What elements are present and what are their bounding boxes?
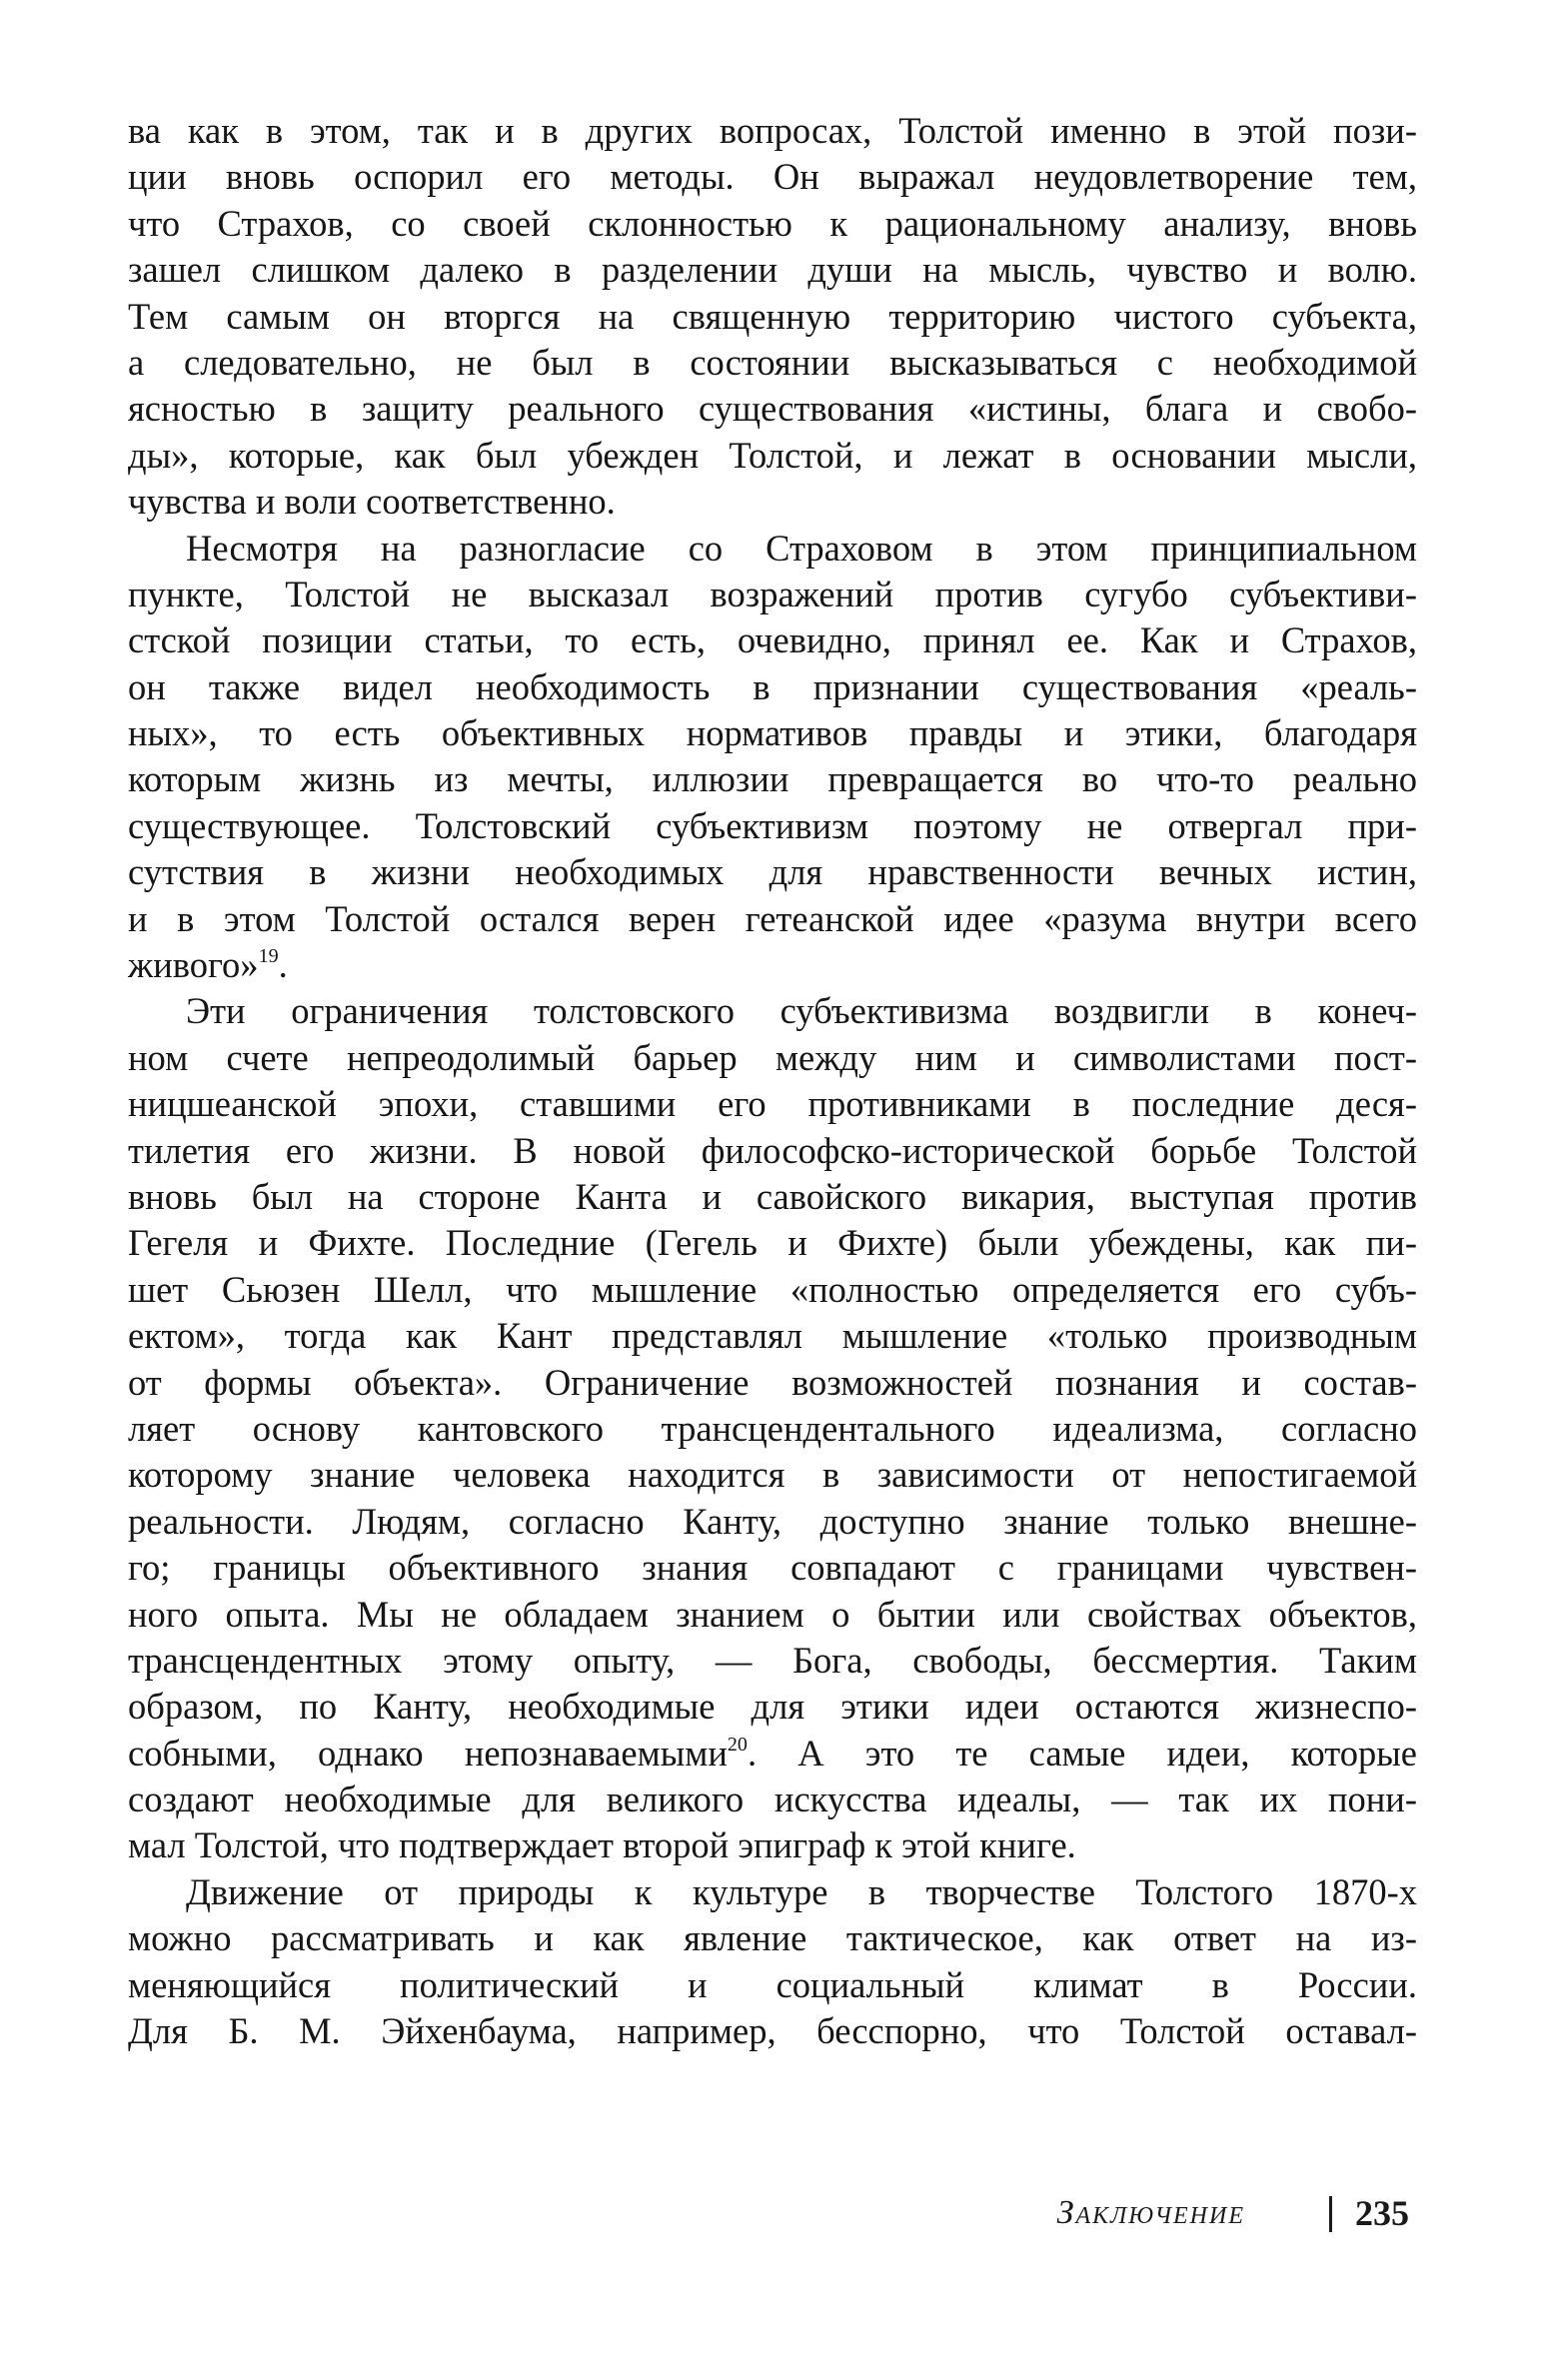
text-line xyxy=(128,1962,1417,2008)
line-text: что Страхов, со своей склонностью к рациональному анализу, вновь xyxy=(128,202,1417,244)
line-text: меняющийся политический и социальный климат в России. xyxy=(128,1963,1417,2005)
text-line xyxy=(128,1313,1417,1359)
text-line xyxy=(128,1731,1417,1777)
line-text: ных», то есть объективных нормативов правды и этики, благодаря xyxy=(128,712,1417,754)
text-line xyxy=(128,479,1417,525)
line-text: ляет основу кантовского трансцендентального идеализма, согласно xyxy=(128,1407,1417,1449)
text-line xyxy=(128,1081,1417,1127)
line-text-continued: . xyxy=(278,944,288,986)
body-text xyxy=(128,108,1417,2054)
line-text: ды», которые, как был убежден Толстой, и лежат в основании мысли, xyxy=(128,434,1417,476)
text-line xyxy=(128,1267,1417,1313)
line-text: собными, однако непознаваемыми xyxy=(128,1732,728,1774)
line-text: существующее. Толстовский субъективизм поэтому не отвергал при- xyxy=(128,804,1417,846)
line-text: а следовательно, не был в состоянии высказываться с необходимой xyxy=(128,341,1417,383)
text-line xyxy=(128,2008,1417,2054)
text-line xyxy=(128,201,1417,247)
page-footer xyxy=(999,2188,1419,2238)
text-line xyxy=(128,1499,1417,1545)
text-line xyxy=(128,1452,1417,1498)
line-text: реальности. Людям, согласно Канту, доступно знание только внешне- xyxy=(128,1500,1417,1542)
text-line xyxy=(128,340,1417,386)
line-text-continued: . А это те самые идеи, которые xyxy=(747,1732,1417,1774)
line-text: трансцендентных этому опыту, — Бога, свободы, бессмертия. Таким xyxy=(128,1639,1417,1681)
footer-divider xyxy=(1329,2196,1332,2232)
text-line xyxy=(128,526,1417,572)
line-text: стской позиции статьи, то есть, очевидно, принял ее. Как и Страхов, xyxy=(128,619,1417,661)
text-line xyxy=(128,1915,1417,1961)
line-text: можно рассматривать и как явление тактическое, как ответ на из- xyxy=(128,1917,1417,1959)
text-line xyxy=(128,942,1417,988)
text-line xyxy=(128,1128,1417,1174)
text-line xyxy=(128,154,1417,200)
line-text: он также видел необходимость в признании существования «реаль- xyxy=(128,665,1417,707)
line-text: ва как в этом, так и в других вопросах, Толстой именно в этой пози- xyxy=(128,110,1417,151)
line-text: живого» xyxy=(128,944,259,986)
line-text: шет Сьюзен Шелл, что мышление «полностью определяется его субъ- xyxy=(128,1268,1417,1310)
text-line xyxy=(128,1360,1417,1406)
text-line xyxy=(128,386,1417,432)
line-text: и в этом Толстой остался верен гетеанской идее «разума внутри всего xyxy=(128,897,1417,939)
text-line xyxy=(128,1174,1417,1220)
text-line xyxy=(128,247,1417,293)
line-text: ницшеанской эпохи, ставшими его противниками в последние деся- xyxy=(128,1083,1417,1125)
text-line xyxy=(128,988,1417,1034)
footnote-ref: 20 xyxy=(727,1733,748,1756)
text-line xyxy=(128,108,1417,154)
text-line xyxy=(128,1406,1417,1452)
text-line xyxy=(128,1545,1417,1591)
text-line xyxy=(128,896,1417,942)
line-text: сутствия в жизни необходимых для нравственности вечных истин, xyxy=(128,851,1417,893)
line-text: Эти ограничения толстовского субъективизма воздвигли в конеч- xyxy=(186,990,1417,1032)
line-text: Гегеля и Фихте. Последние (Гегель и Фихте) были убеждены, как пи- xyxy=(128,1222,1417,1264)
text-line xyxy=(128,756,1417,802)
line-text: ясностью в защиту реального существования «истины, блага и свобо- xyxy=(128,388,1417,430)
text-line xyxy=(128,849,1417,895)
line-text: создают необходимые для великого искусства идеалы, — так их пони- xyxy=(128,1779,1417,1820)
text-line xyxy=(128,1822,1417,1868)
line-text: ектом», тогда как Кант представлял мышление «только производным xyxy=(128,1315,1417,1357)
text-line xyxy=(128,572,1417,617)
text-line xyxy=(128,1684,1417,1730)
text-line xyxy=(128,1035,1417,1081)
text-line xyxy=(128,433,1417,479)
text-line xyxy=(128,617,1417,663)
line-text: которому знание человека находится в зависимости от непостигаемой xyxy=(128,1454,1417,1496)
text-line xyxy=(128,1869,1417,1915)
text-line xyxy=(128,803,1417,849)
line-text: ном счете непреодолимый барьер между ним и символистами пост- xyxy=(128,1036,1417,1078)
running-head: Заключение xyxy=(1056,2194,1245,2231)
text-line xyxy=(128,1638,1417,1684)
page-number: 235 xyxy=(1355,2193,1409,2233)
text-line xyxy=(128,710,1417,756)
text-line xyxy=(128,1592,1417,1638)
line-text: чувства и воли соответственно. xyxy=(128,481,616,523)
line-text: Несмотря на разногласие со Страховом в этом принципиальном xyxy=(186,527,1417,569)
line-text: пункте, Толстой не высказал возражений против сугубо субъективи- xyxy=(128,573,1417,614)
line-text: Для Б. М. Эйхенбаума, например, бесспорно, что Толстой оставал- xyxy=(128,2010,1417,2052)
text-line xyxy=(128,1220,1417,1266)
line-text: вновь был на стороне Канта и савойского викария, выступая против xyxy=(128,1175,1417,1217)
line-text: Движение от природы к культуре в творчестве Толстого 1870-х xyxy=(186,1870,1417,1912)
footnote-ref: 19 xyxy=(258,944,279,967)
line-text: тилетия его жизни. В новой философско-исторической борьбе Толстой xyxy=(128,1129,1417,1171)
text-line xyxy=(128,294,1417,340)
line-text: ного опыта. Мы не обладаем знанием о бытии или свойствах объектов, xyxy=(128,1593,1417,1635)
text-line xyxy=(128,1777,1417,1822)
line-text: образом, по Канту, необходимые для этики идеи остаются жизнеспо- xyxy=(128,1686,1417,1728)
line-text: Тем самым он вторгся на священную территорию чистого субъекта, xyxy=(128,295,1417,337)
line-text: го; границы объективного знания совпадают с границами чувствен- xyxy=(128,1547,1417,1589)
text-line xyxy=(128,664,1417,710)
line-text: зашел слишком далеко в разделении души на мысль, чувство и волю. xyxy=(128,249,1417,291)
line-text: которым жизнь из мечты, иллюзии превращается во что-то реально xyxy=(128,758,1417,800)
line-text: от формы объекта». Ограничение возможностей познания и состав- xyxy=(128,1361,1417,1403)
line-text: ции вновь оспорил его методы. Он выражал неудовлетворение тем, xyxy=(128,156,1417,198)
line-text: мал Толстой, что подтверждает второй эпиграф к этой книге. xyxy=(128,1824,1076,1866)
